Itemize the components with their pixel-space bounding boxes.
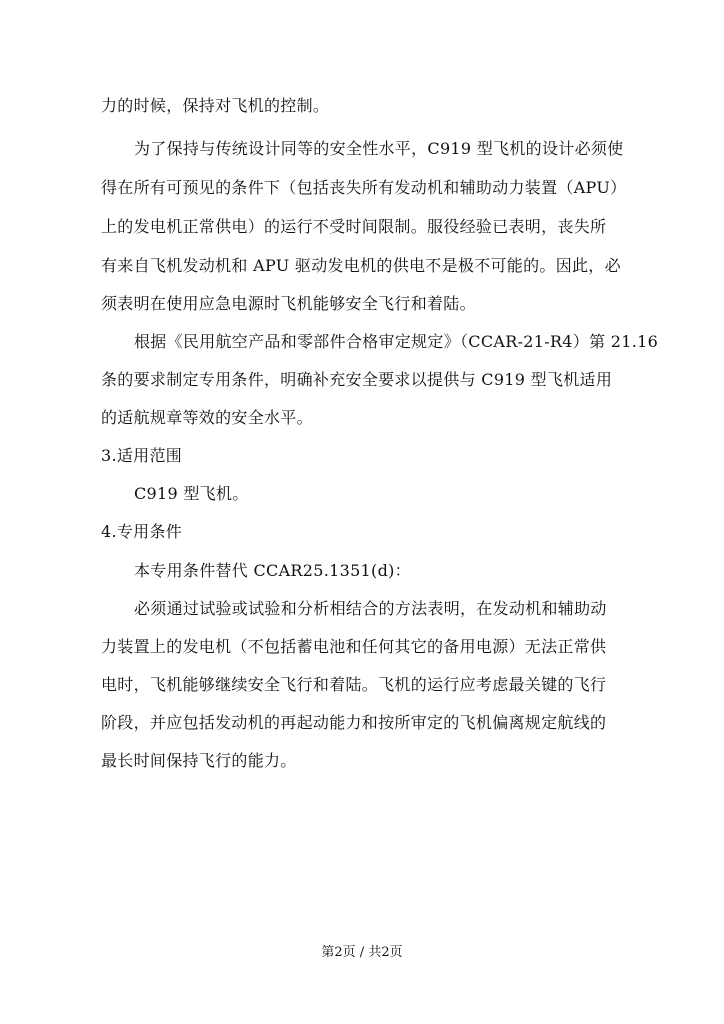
text-line-15: 力装置上的发电机（不包括蓄电池和任何其它的备用电源）无法正常供: [101, 637, 607, 656]
text-line-2: 为了保持与传统设计同等的安全性水平，C919 型飞机的设计必须使: [134, 139, 624, 158]
text-line-14: 必须通过试验或试验和分析相结合的方法表明，在发动机和辅助动: [134, 599, 607, 618]
section-heading-4: 4.专用条件: [101, 522, 183, 541]
text-line-17: 阶段，并应包括发动机的再起动能力和按所审定的飞机偏离规定航线的: [101, 713, 607, 732]
text-line-8: 条的要求制定专用条件，明确补充安全要求以提供与 C919 型飞机适用: [101, 370, 613, 389]
text-line-11: C919 型飞机。: [134, 484, 249, 503]
text-line-16: 电时，飞机能够继续安全飞行和着陆。飞机的运行应考虑最关键的飞行: [101, 675, 607, 694]
text-line-4: 上的发电机正常供电）的运行不受时间限制。服役经验已表明，丧失所: [101, 217, 607, 236]
text-line-5: 有来自飞机发动机和 APU 驱动发电机的供电不是极不可能的。因此，必: [101, 256, 621, 275]
text-line-9: 的适航规章等效的安全水平。: [101, 408, 313, 427]
text-line-13: 本专用条件替代 CCAR25.1351(d)：: [134, 561, 411, 580]
text-line-3: 得在所有可预见的条件下（包括丧失所有发动机和辅助动力装置（APU）: [101, 178, 627, 197]
section-heading-3: 3.适用范围: [101, 446, 183, 465]
page-number-footer: 第2页 / 共2页: [321, 945, 403, 960]
text-line-1: 力的时候，保持对飞机的控制。: [101, 96, 330, 115]
text-line-18: 最长时间保持飞行的能力。: [101, 751, 297, 770]
text-line-6: 须表明在使用应急电源时飞机能够安全飞行和着陆。: [101, 294, 476, 313]
text-line-7: 根据《民用航空产品和零部件合格审定规定》（CCAR-21-R4）第 21.16: [134, 332, 659, 351]
